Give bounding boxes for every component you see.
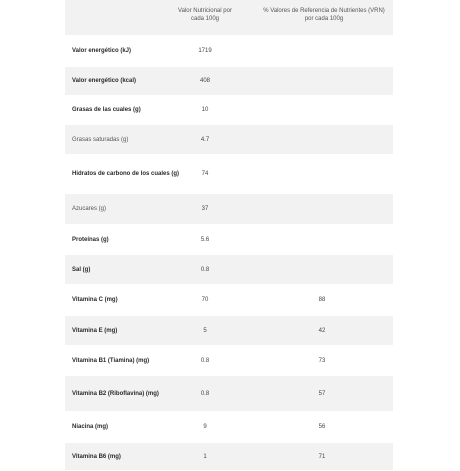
row-vrn: 56 [318,424,326,430]
table-row [65,125,393,155]
nutrition-table [65,0,393,471]
table-row [65,316,393,346]
row-label: Vitamina C (mg) [72,297,118,303]
table-row [65,285,393,316]
row-vrn: 88 [318,297,326,303]
row-value: 4.7 [200,136,210,143]
row-vrn: 42 [318,327,326,334]
row-label: Vitamina B2 (Riboflavina) (mg) [72,390,159,397]
table-row [65,194,393,225]
table-row [65,412,393,443]
row-vrn: 73 [318,357,326,364]
table-row [65,255,393,285]
row-label: Vitamina B1 (Tiamina) (mg) [72,357,150,364]
row-value: 1719 [198,48,212,54]
table-row [65,67,393,96]
row-value: 0.8 [200,266,210,273]
row-vrn: 71 [318,453,326,460]
table-row [65,346,393,376]
row-label: Niacina (mg) [72,424,109,430]
table-row [65,376,393,412]
row-label: Hidratos de carbono de los cuales (g) [72,171,180,177]
row-value: 5 [203,327,207,334]
header-nutritional-value: Valor Nutricional por cada 100g [178,8,232,22]
row-value: 408 [199,78,210,84]
row-value: 10 [201,107,209,113]
row-label: Vitamina E (mg) [72,327,118,334]
row-label: Grasas de las cuales (g) [72,107,141,113]
row-vrn: 57 [318,390,326,397]
table-row [65,443,393,471]
table-row [65,225,393,255]
table-header [65,0,393,36]
table-row [65,155,393,194]
header-reference-values: % Valores de Referencia de Nutrientes (VRN) por cada 100g [263,8,385,22]
row-label: Azucares (g) [72,206,107,212]
table-row [65,96,393,125]
row-value: 74 [201,171,209,177]
row-value: 5.6 [200,236,210,243]
row-label: Sal (g) [72,266,91,273]
row-label: Vitamina B6 (mg) [72,453,121,460]
row-value: 0.8 [200,357,210,364]
row-value: 37 [201,206,209,212]
row-label: Valor energético (kcal) [72,78,137,84]
row-value: 0.8 [200,390,210,397]
row-label: Valor energético (kJ) [72,48,132,54]
table-row [65,36,393,67]
row-value: 70 [201,297,209,303]
row-label: Proteínas (g) [72,236,109,243]
row-value: 1 [203,453,207,460]
row-label: Grasas saturadas (g) [72,136,129,143]
row-value: 9 [203,424,207,430]
